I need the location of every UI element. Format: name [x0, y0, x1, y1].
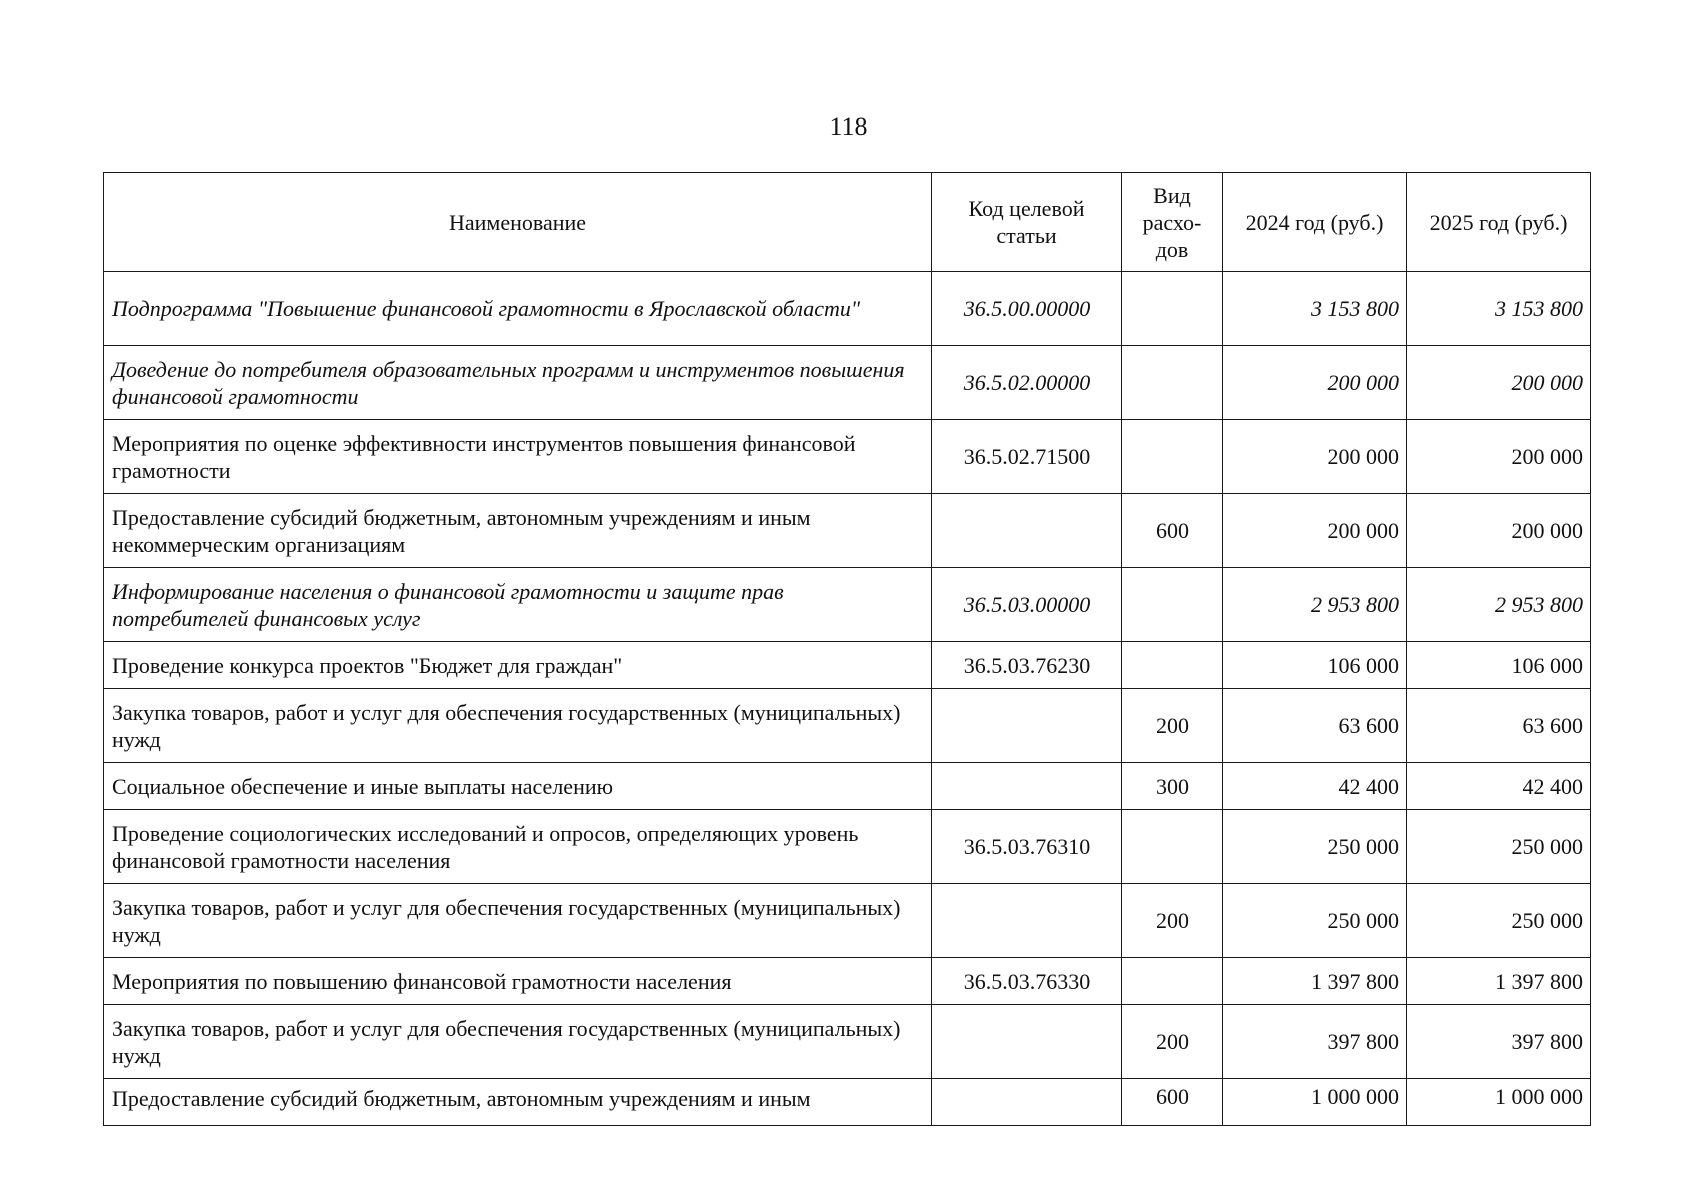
table-header-row [104, 173, 1591, 272]
table-row [104, 642, 1591, 689]
page-number: 118 [829, 112, 868, 141]
row-name: Доведение до потребителя образовательных программ и инструментов повышения финансовой грамотности [104, 346, 932, 420]
row-amount-2024: 200 000 [1223, 346, 1407, 420]
row-expense-type: 600 [1122, 1079, 1223, 1126]
row-code: 36.5.02.00000 [932, 346, 1122, 420]
header-year-2025: 2025 год (руб.) [1407, 173, 1591, 272]
row-name: Проведение социологических исследований и опросов, определяющих уровень финансовой грамотности населения [104, 810, 932, 884]
table-row [104, 810, 1591, 884]
row-code: 36.5.03.76330 [932, 958, 1122, 1005]
row-amount-2025: 63 600 [1407, 689, 1591, 763]
row-expense-type: 600 [1122, 494, 1223, 568]
row-expense-type [1122, 272, 1223, 346]
table-row [104, 1005, 1591, 1079]
table-row [104, 763, 1591, 810]
row-code: 36.5.02.71500 [932, 420, 1122, 494]
row-name: Информирование населения о финансовой грамотности и защите прав потребителей финансовых услуг [104, 568, 932, 642]
table-row [104, 568, 1591, 642]
row-expense-type [1122, 568, 1223, 642]
row-code [932, 884, 1122, 958]
row-amount-2024: 2 953 800 [1223, 568, 1407, 642]
row-amount-2024: 42 400 [1223, 763, 1407, 810]
row-name: Мероприятия по повышению финансовой грамотности населения [104, 958, 932, 1005]
row-expense-type: 300 [1122, 763, 1223, 810]
header-code: Код целевой статьи [932, 173, 1122, 272]
row-amount-2025: 200 000 [1407, 420, 1591, 494]
row-code [932, 763, 1122, 810]
table-row [104, 1079, 1591, 1126]
row-name: Мероприятия по оценке эффективности инструментов повышения финансовой грамотности [104, 420, 932, 494]
row-amount-2024: 200 000 [1223, 420, 1407, 494]
row-amount-2024: 63 600 [1223, 689, 1407, 763]
table-row [104, 958, 1591, 1005]
row-amount-2024: 250 000 [1223, 884, 1407, 958]
table-row [104, 420, 1591, 494]
row-amount-2024: 397 800 [1223, 1005, 1407, 1079]
row-amount-2024: 200 000 [1223, 494, 1407, 568]
header-year-2024: 2024 год (руб.) [1223, 173, 1407, 272]
row-name: Предоставление субсидий бюджетным, автономным учреждениям и иным некоммерческим организациям [104, 494, 932, 568]
row-expense-type [1122, 420, 1223, 494]
row-name: Закупка товаров, работ и услуг для обеспечения государственных (муниципальных) нужд [104, 1005, 932, 1079]
row-amount-2025: 397 800 [1407, 1005, 1591, 1079]
row-name: Закупка товаров, работ и услуг для обеспечения государственных (муниципальных) нужд [104, 689, 932, 763]
row-expense-type: 200 [1122, 689, 1223, 763]
header-expense-type: Вид расхо-дов [1122, 173, 1223, 272]
row-amount-2025: 1 397 800 [1407, 958, 1591, 1005]
row-amount-2024: 250 000 [1223, 810, 1407, 884]
row-amount-2025: 3 153 800 [1407, 272, 1591, 346]
row-expense-type [1122, 810, 1223, 884]
row-amount-2024: 1 000 000 [1223, 1079, 1407, 1126]
row-amount-2025: 42 400 [1407, 763, 1591, 810]
row-name: Социальное обеспечение и иные выплаты населению [104, 763, 932, 810]
row-amount-2025: 1 000 000 [1407, 1079, 1591, 1126]
row-name: Закупка товаров, работ и услуг для обеспечения государственных (муниципальных) нужд [104, 884, 932, 958]
row-expense-type: 200 [1122, 1005, 1223, 1079]
table-row [104, 494, 1591, 568]
row-amount-2025: 2 953 800 [1407, 568, 1591, 642]
row-amount-2025: 250 000 [1407, 884, 1591, 958]
row-amount-2024: 1 397 800 [1223, 958, 1407, 1005]
row-code: 36.5.03.00000 [932, 568, 1122, 642]
row-name: Проведение конкурса проектов "Бюджет для граждан" [104, 642, 932, 689]
row-expense-type: 200 [1122, 884, 1223, 958]
row-amount-2025: 200 000 [1407, 346, 1591, 420]
row-expense-type [1122, 346, 1223, 420]
table-row [104, 272, 1591, 346]
table-row [104, 884, 1591, 958]
row-amount-2025: 250 000 [1407, 810, 1591, 884]
row-code: 36.5.03.76230 [932, 642, 1122, 689]
table-row [104, 346, 1591, 420]
row-code [932, 1079, 1122, 1126]
row-name: Предоставление субсидий бюджетным, автономным учреждениям и иным [104, 1079, 932, 1126]
row-name: Подпрограмма "Повышение финансовой грамотности в Ярославской области" [104, 272, 932, 346]
table-row [104, 689, 1591, 763]
row-amount-2024: 106 000 [1223, 642, 1407, 689]
row-amount-2025: 106 000 [1407, 642, 1591, 689]
row-code [932, 689, 1122, 763]
budget-table [103, 172, 1591, 1126]
row-expense-type [1122, 642, 1223, 689]
row-code [932, 1005, 1122, 1079]
row-code: 36.5.00.00000 [932, 272, 1122, 346]
row-expense-type [1122, 958, 1223, 1005]
header-name: Наименование [104, 173, 932, 272]
row-code [932, 494, 1122, 568]
row-amount-2025: 200 000 [1407, 494, 1591, 568]
row-amount-2024: 3 153 800 [1223, 272, 1407, 346]
row-code: 36.5.03.76310 [932, 810, 1122, 884]
